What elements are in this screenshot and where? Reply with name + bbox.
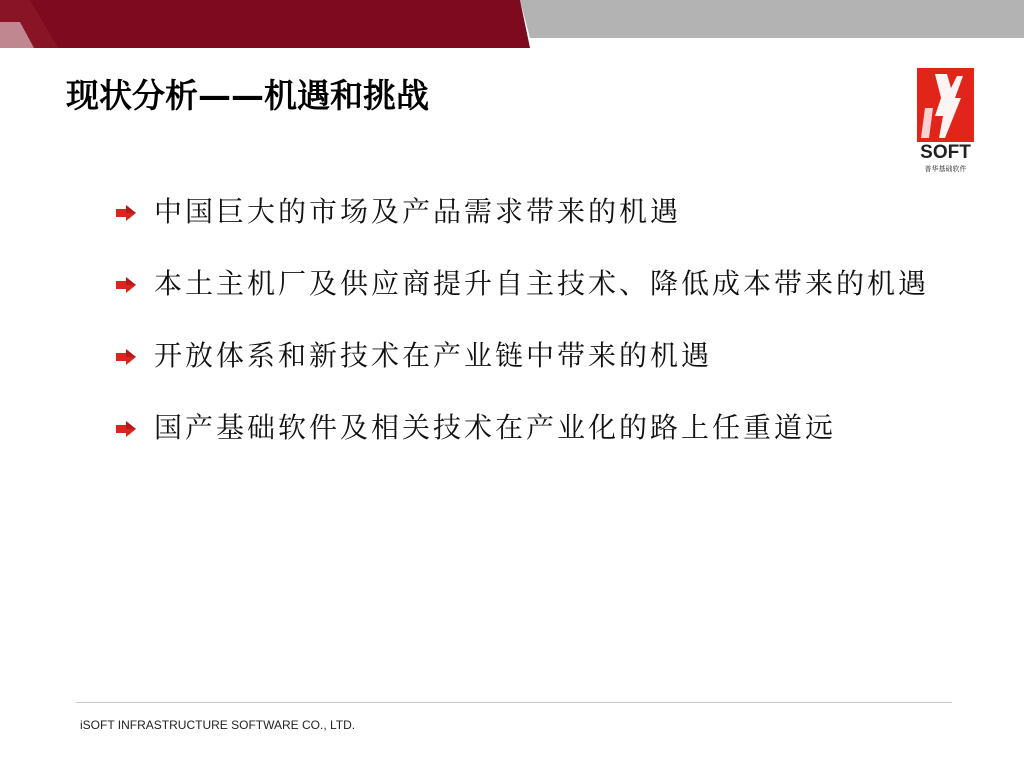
list-item: [116, 338, 956, 374]
bullet-text: 国产基础软件及相关技术在产业化的路上任重道远: [154, 411, 837, 444]
logo-wordmark: SOFT: [920, 142, 971, 163]
bullet-list: [116, 194, 956, 446]
bullet-text: 开放体系和新技术在产业链中带来的机遇: [154, 339, 713, 372]
isoft-logo: [917, 68, 974, 174]
arrow-bullet-icon: [116, 277, 138, 293]
footer-divider: [76, 702, 952, 703]
arrow-bullet-icon: [116, 205, 138, 221]
list-item: [116, 410, 956, 446]
logo-subtitle: 普华基础软件: [924, 165, 967, 173]
arrow-bullet-icon: [116, 349, 138, 365]
list-item: [116, 266, 956, 302]
header-band: [0, 0, 1024, 48]
list-item: [116, 194, 956, 230]
bullet-text: 中国巨大的市场及产品需求带来的机遇: [154, 195, 682, 228]
arrow-bullet-icon: [116, 421, 138, 437]
slide-title: 现状分析——机遇和挑战: [66, 76, 429, 115]
footer-company: iSOFT INFRASTRUCTURE SOFTWARE CO., LTD.: [80, 718, 356, 732]
bullet-text: 本土主机厂及供应商提升自主技术、降低成本带来的机遇: [154, 267, 930, 300]
